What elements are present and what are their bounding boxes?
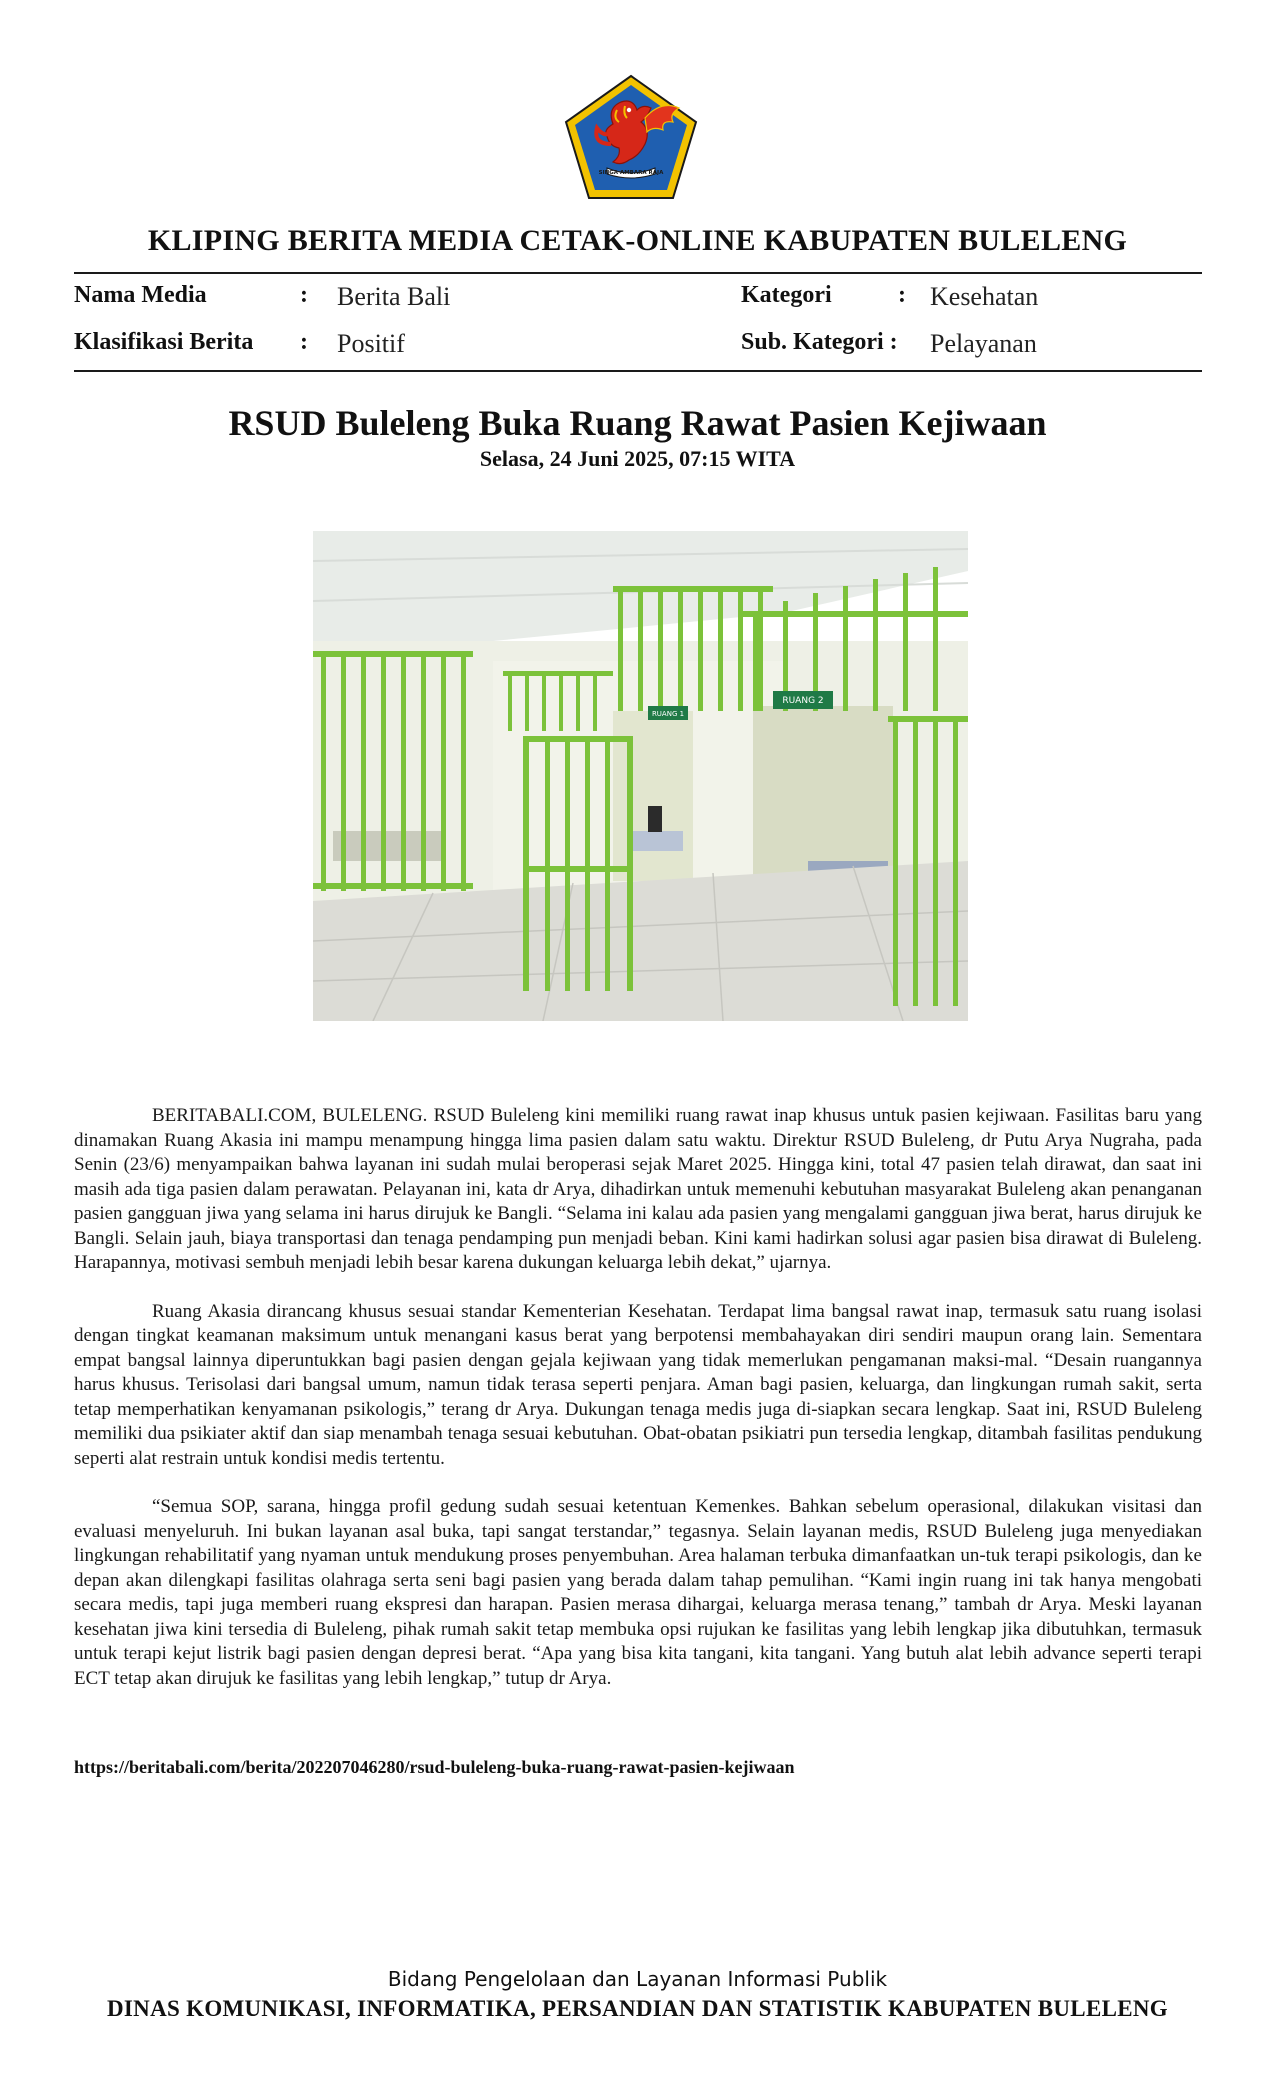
source-link[interactable]: https://beritabali.com/berita/202207046280/rsud-buleleng-buka-ruang-rawat-pasien-kejiwaan <box>74 1757 795 1777</box>
article-body <box>74 1104 1202 1715</box>
photo-sign-ruang-1: RUANG 1 <box>651 710 685 718</box>
classification-label: Klasifikasi Berita <box>74 329 254 355</box>
photo-sign-ruang-2: RUANG 2 <box>782 696 824 706</box>
top-divider <box>74 272 1202 274</box>
article-dateline: Selasa, 24 Juni 2025, 07:15 WITA <box>479 446 796 471</box>
footer-department: Bidang Pengelolaan dan Layanan Informasi Publik <box>387 1967 888 1991</box>
article-headline: RSUD Buleleng Buka Ruang Rawat Pasien Kejiwaan <box>228 403 1047 443</box>
classification-value: Positif <box>337 329 405 358</box>
classification-colon: : <box>300 329 308 355</box>
article-photo <box>313 531 968 1021</box>
media-colon: : <box>300 282 308 308</box>
category-value: Kesehatan <box>930 282 1039 311</box>
emblem-motto: SINGA AMBARA RAJA <box>598 170 664 176</box>
article-paragraph: “Semua SOP, sarana, hingga profil gedung sudah sesuai ketentuan Kemenkes. Bahkan sebelum operasional, dilakukan visitasi dan evaluasi menyeluruh. Ini bukan layanan asal buka, tapi sangat terstandar,” tegasnya. Selain layanan medis, RSUD Buleleng juga menyediakan lingkungan rehabilitatif yang nyaman untuk mendukung proses penyembuhan. Area halaman terbuka dimanfaatkan un-tuk terapi psikologis, dan ke depan akan dilengkapi fasilitas olahraga serta seni bagi pasien yang berada dalam tahap pemulihan. “Kami ingin ruang ini tak hanya mengobati secara medis, tapi juga memberi ruang ekspresi dan harapan. Pasien merasa dihargai, keluarga merasa tenang,” tambah dr Arya. Meski layanan kesehatan jiwa kini tersedia di Buleleng, pihak rumah sakit tetap membuka opsi rujukan ke fasilitas yang lebih lengkap jika dibutuhkan, termasuk untuk terapi kejut listrik bagi pasien dengan depresi berat. “Apa yang bisa kita tangani, kita tangani. Yang butuh alat lebih advance seperti terapi ECT tetap akan dirujuk ke fasilitas yang lebih lengkap,” tutup dr Arya. <box>74 1496 1202 1689</box>
article-paragraph: Ruang Akasia dirancang khusus sesuai standar Kementerian Kesehatan. Terdapat lima bangsal rawat inap, termasuk satu ruang isolasi dengan tingkat keamanan maksimum untuk menangani kasus berat yang berpotensi membahayakan diri sendiri maupun orang lain. Sementara empat bangsal lainnya diperuntukkan bagi pasien dengan gejala kejiwaan yang tidak memerlukan pengamanan maksi-mal. “Desain ruangannya harus khusus. Terisolasi dari bangsal umum, namun tidak terasa seperti penjara. Aman bagi pasien, keluarga, dan lingkungan rumah sakit, serta tetap memperhatikan kenyamanan psikologis,” terang dr Arya. Dukungan tenaga medis juga di-siapkan secara lengkap. Saat ini, RSUD Buleleng memiliki dua psikiater aktif dan siap menambah tenaga sesuai kebutuhan. Obat-obatan psikiatri pun tersedia lengkap, ditambah fasilitas pendukung seperti alat restrain untuk kondisi medis tertentu. <box>74 1300 1202 1469</box>
category-label: Kategori <box>741 282 832 308</box>
media-value: Berita Bali <box>337 282 451 311</box>
bottom-divider <box>74 370 1202 372</box>
article-paragraph: BERITABALI.COM, BULELENG. RSUD Buleleng kini memiliki ruang rawat inap khusus untuk pasien kejiwaan. Fasilitas baru yang dinamakan Ruang Akasia ini mampu menampung hingga lima pasien dalam satu waktu. Direktur RSUD Buleleng, dr Putu Arya Nugraha, pada Senin (23/6) menyampaikan bahwa layanan ini sudah mulai beroperasi sejak Maret 2025. Hingga kini, total 47 pasien telah dirawat, dan saat ini masih ada tiga pasien dalam perawatan. Pelayanan ini, kata dr Arya, dihadirkan untuk memenuhi kebutuhan masyarakat Buleleng akan penanganan pasien gangguan jiwa yang selama ini harus dirujuk ke Bangli. “Selama ini kalau ada pasien yang mengalami gangguan jiwa berat, harus dirujuk ke Bangli. Selain jauh, biaya transportasi dan tenaga pendamping pun menjadi beban. Kini kami hadirkan solusi agar pasien bisa dirawat di Buleleng. Harapannya, motivasi sembuh menjadi lebih besar karena dukungan keluarga lebih dekat,” ujarnya. <box>74 1105 1202 1273</box>
subcategory-label: Sub. Kategori : <box>741 329 898 355</box>
category-colon: : <box>898 282 906 308</box>
subcategory-value: Pelayanan <box>930 329 1037 358</box>
clipping-title: KLIPING BERITA MEDIA CETAK-ONLINE KABUPATEN BULELENG <box>147 224 1128 257</box>
buleleng-regency-emblem <box>563 74 699 202</box>
media-label: Nama Media <box>74 282 207 308</box>
footer-agency: DINAS KOMUNIKASI, INFORMATIKA, PERSANDIAN DAN STATISTIK KABUPATEN BULELENG <box>107 1996 1168 2021</box>
